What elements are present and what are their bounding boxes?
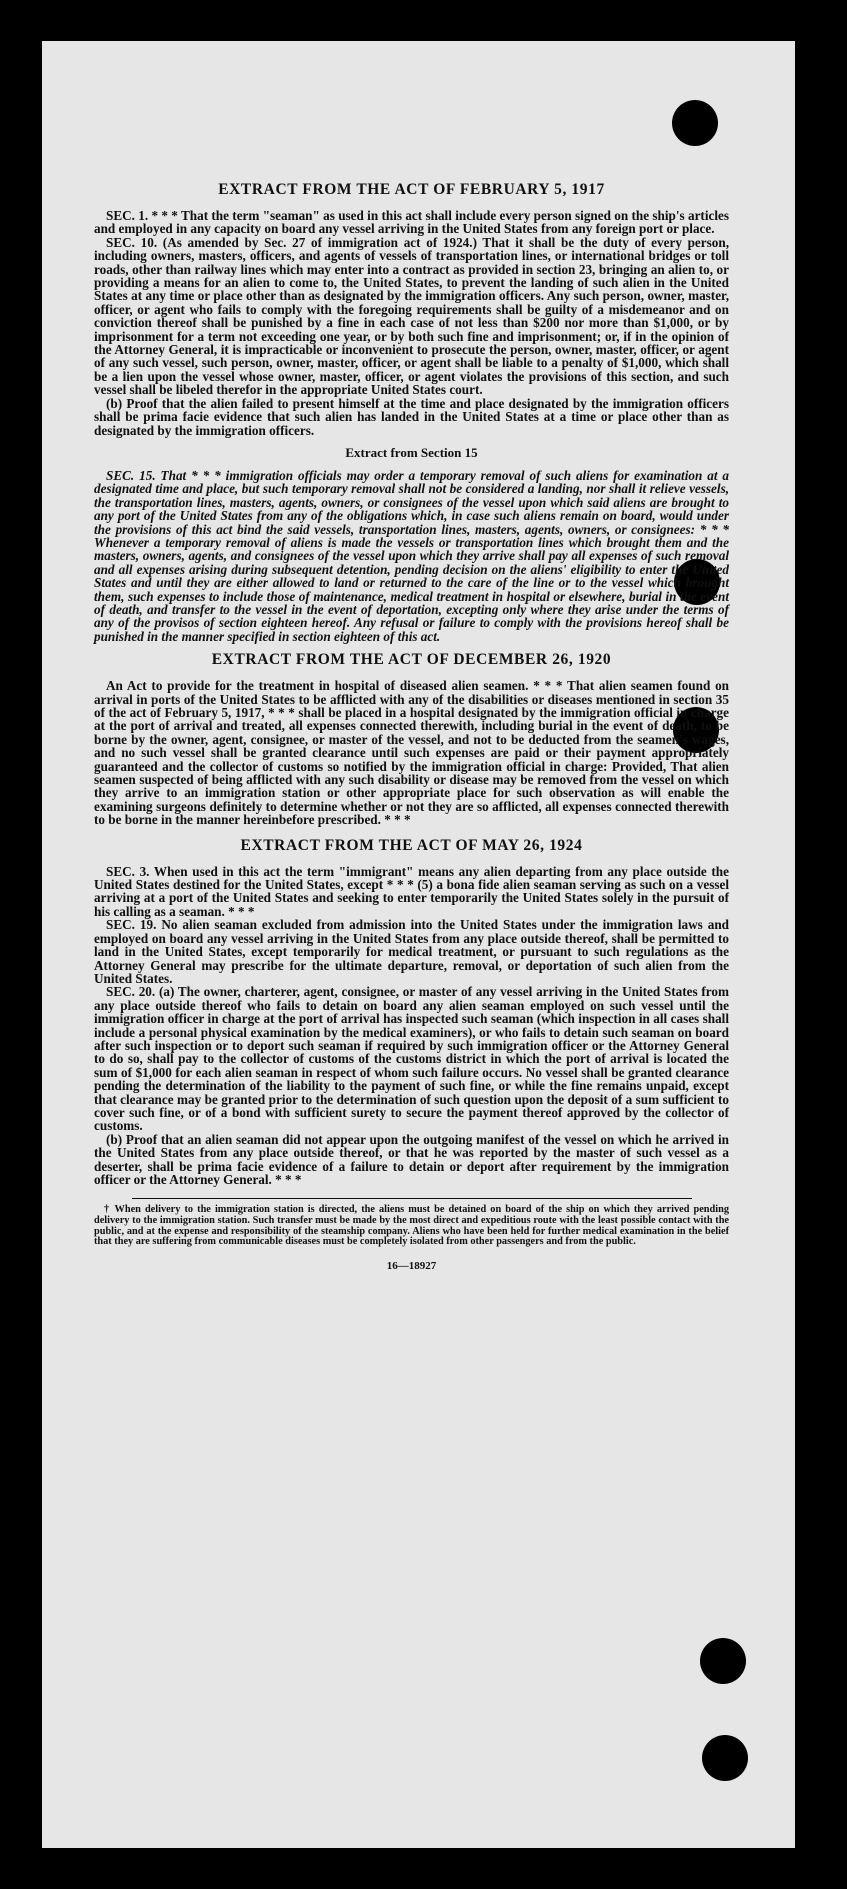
paragraph-sec-10: SEC. 10. (As amended by Sec. 27 of immigration act of 1924.) That it shall be the duty of every person, including owners, masters, officers, and agents of vessels of transportation lines, or international bridges or toll roads, other than railway lines which may enter into a contract as provided in section 23, bringing an alien to, or providing a means for an alien to come to, the United States, to prevent the landing of such alien in the United States at any time or place other than as designated by the immigration officers. Any such person, owner, master, officer, or agent who fails to comply with the foregoing requirements shall be guilty of a misdemeanor and on conviction thereof shall be punished by a fine in each case of not less than $200 nor more than $1,000, or by imprisonment for a term not exceeding one year, or by both such fine and imprisonment; or, if in the opinion of the Attorney General, it is impracticable or inconvenient to prosecute the person, owner, master, officer, or agent of any such vessel, such person, owner, master, officer, or agent shall be liable to a penalty of $1,000, which shall be a lien upon the vessel whose owner, master, officer, or agent violates the provisions of this section, and such vessel shall be libeled therefor in the appropriate United States court. [94,234,729,398]
punch-hole [700,1638,746,1684]
paragraph-sec-10-b: (b) Proof that the alien failed to present himself at the time and place designated by the immigration officers shall be prima facie evidence that such alien has landed in the United States at a time or place other than as designated by the immigration officers. [94,395,729,438]
paragraph-sec-15: SEC. 15. That * * * immigration officials may order a temporary removal of such aliens for examination at a designated time and place, but such temporary removal shall not be considered a landing, nor shall it relieve vessels, the transportation lines, masters, agents, owners, or consignees of the vessel upon which said aliens are brought to any port of the United States from any of the obligations which, in case such aliens remain on board, would under the provisions of this act bind the said vessels, transportation lines, masters, agents, owners, or consignees: * * * Whenever a temporary removal of aliens is made the vessels or transportation lines which brought them and the masters, owners, agents, and consignees of the vessel upon which they arrive shall pay all expenses of such removal and all expenses arising during subsequent detention, pending decision on the aliens' eligibility to enter the United States and until they are either allowed to land or returned to the care of the line or to the vessel which brought them, such expenses to include those of maintenance, medical treatment in hospital or elsewhere, burial in the event of death, and transfer to the vessel in the event of deportation, excepting only where they arise under the terms of any of the provisos of section eighteen hereof. Any refusal or failure to comply with the provisions hereof shall be punished in the manner specified in section eighteen of this act. [94,467,729,644]
document-text [94,181,729,1272]
heading-act-1924: EXTRACT FROM THE ACT OF MAY 26, 1924 [240,836,583,854]
heading-act-1917: EXTRACT FROM THE ACT OF FEBRUARY 5, 1917 [218,181,605,198]
punch-hole [702,1735,748,1781]
paragraph-sec-20-a: SEC. 20. (a) The owner, charterer, agent, consignee, or master of any vessel arriving in the United States from any place outside thereof who fails to detain on board any alien seaman employed on such vessel until the immigration officer in charge at the port of arrival has inspected such seaman (which inspection in all cases shall include a personal physical examination by the medical examiners), or who fails to detain such seaman on board after such inspection or to deport such seaman if required by such immigration officer or the Attorney General to do so, shall pay to the collector of customs of the customs district in which the port of arrival is located the sum of $1,000 for each alien seaman in respect of whom such failure occurs. No vessel shall be granted clearance pending the determination of the liability to the payment of such fine, or while the fine remains unpaid, except that clearance may be granted prior to the determination of such question upon the deposit of a sum sufficient to cover such fine, or of a bond with sufficient surety to secure the payment thereof approved by the collector of customs. [94,984,729,1134]
heading-act-1920: EXTRACT FROM THE ACT OF DECEMBER 26, 1920 [211,651,612,669]
heading-section-15: Extract from Section 15 [345,444,478,460]
paragraph-sec-1: SEC. 1. * * * That the term "seaman" as used in this act shall include every person signed on the ship's articles and employed in any capacity on board any vessel arriving in the United States from any foreign port or place. [94,208,729,237]
paragraph-sec-19: SEC. 19. No alien seaman excluded from admission into the United States under the immigration laws and employed on board any vessel arriving in the United States from any place outside thereof, shall be permitted to land in the United States, except temporarily for medical treatment, or pursuant to such regulations as the Attorney General may prescribe for the ultimate departure, removal, or deportation of such alien from the United States. [94,917,729,986]
footnote: † When delivery to the immigration station is directed, the aliens must be detained on board of the ship on which they arrived pending delivery to the immigration station. Such transfer must be made by the most direct and expeditious route with the least possible contact with the public, and at the expense and responsibility of the steamship company. Aliens who have been held for further medical examination in the belief that they are suffering from communicable diseases must be completely isolated from other passengers and from the public. [94,1204,729,1248]
paragraph-sec-3: SEC. 3. When used in this act the term "immigrant" means any alien departing from any place outside the United States destined for the United States, except * * * (5) a bona fide alien seaman serving as such on a vessel arriving at a port of the United States and seeking to enter temporarily the United States solely in the pursuit of his calling as a seaman. * * * [94,863,729,919]
punch-hole [672,100,718,146]
paragraph-sec-20-b: (b) Proof that an alien seaman did not appear upon the outgoing manifest of the vessel on which he arrived in the United States from any place outside thereof, or that he was reported by the master of such vessel as a deserter, shall be prima facie evidence of a failure to detain or deport after requirement by the immigration officer or the Attorney General. * * * [94,1131,729,1187]
form-code: 16—18927 [386,1259,437,1272]
paragraph-act-1920: An Act to provide for the treatment in hospital of diseased alien seamen. * * * That alien seamen found on arrival in ports of the United States to be afflicted with any of the disabilities or diseases mentioned in section 35 of the act of February 5, 1917, * * * shall be placed in a hospital designated by the immigration official in charge at the port of arrival and treated, all expenses connected therewith, including burial in the event of death, to be borne by the owner, agent, consignee, or master of the vessel, and not to be deducted from the seamen's wages, and no such vessel shall be granted clearance until such expenses are paid or their payment appropriately guaranteed and the collector of customs so notified by the immigration official in charge: Provided, That alien seamen suspected of being afflicted with any such disability or disease may be removed from the vessel on which they arrive to an immigration station or other appropriate place for such observation as will enable the examining surgeons definitely to determine whether or not they are so afflicted, all expenses connected therewith to be borne in the manner hereinbefore prescribed. * * * [94,678,729,828]
footnote-divider [132,1198,692,1199]
